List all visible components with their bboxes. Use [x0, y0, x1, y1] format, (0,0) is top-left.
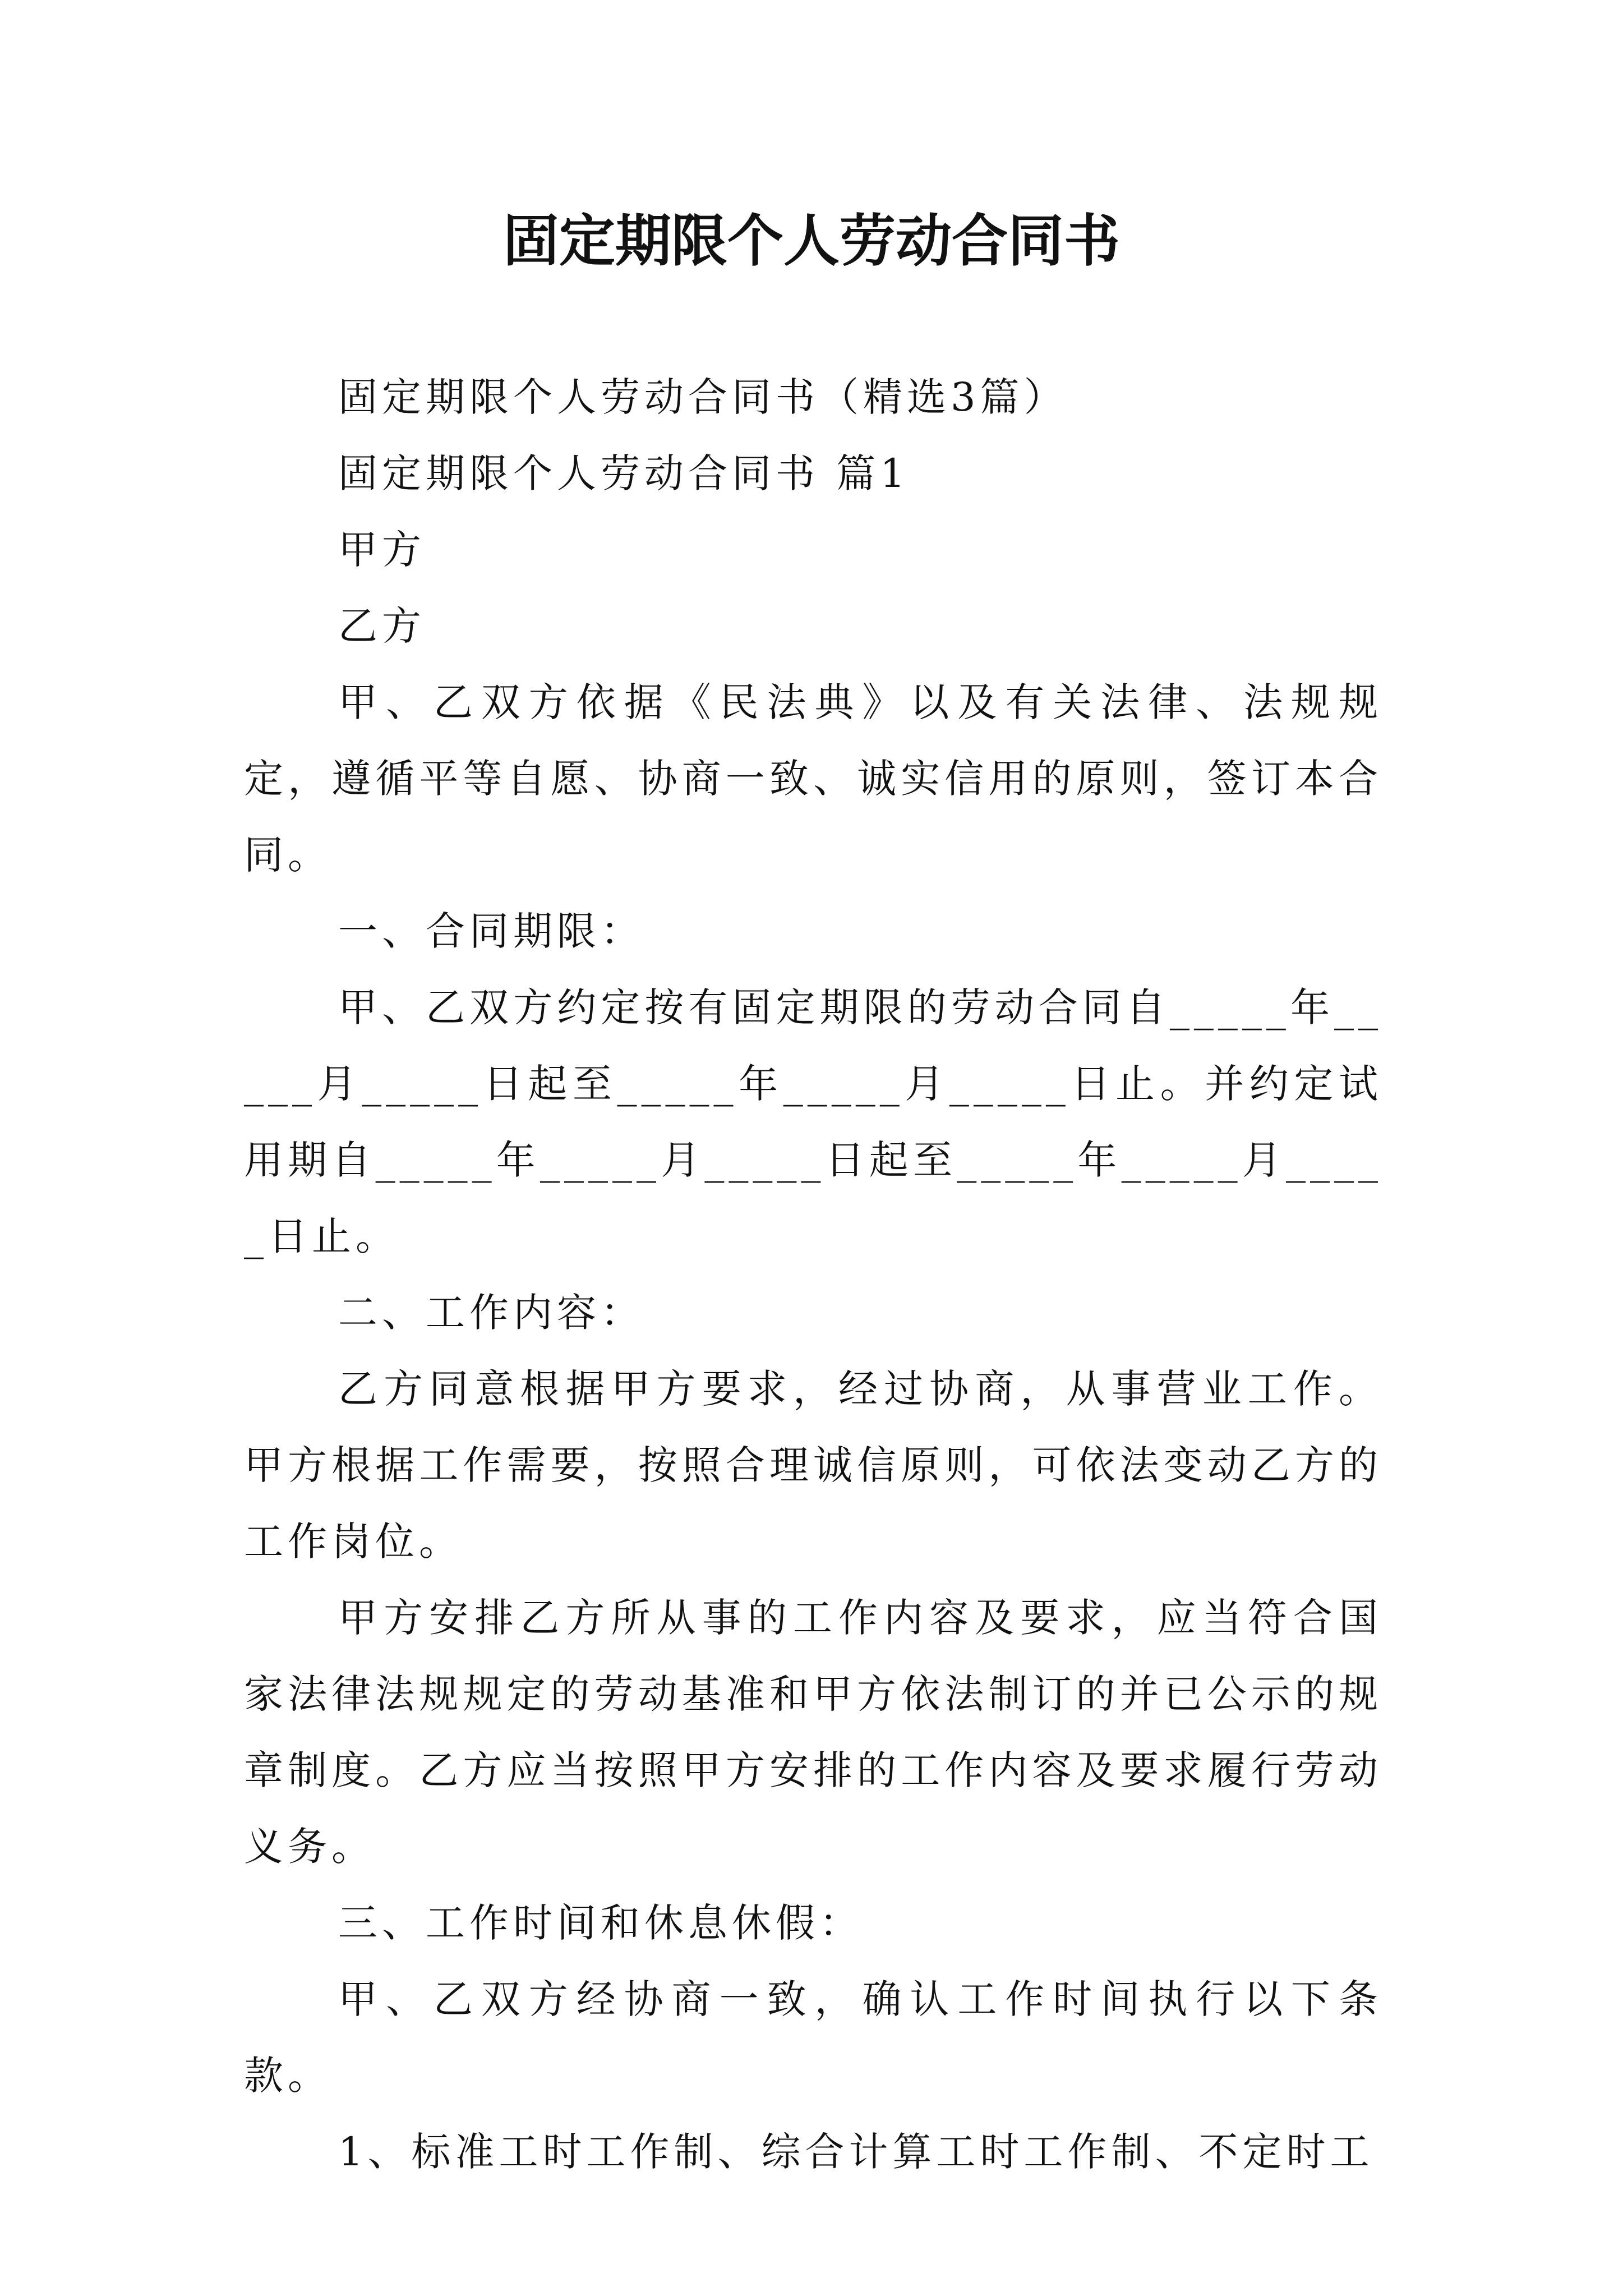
section-heading-part-1: 固定期限个人劳动合同书 篇1: [338, 450, 910, 496]
work-content-paragraph: 乙方同意根据甲方要求，经过协商，从事营业工作。甲方根据工作需要，按照合理诚信原则，可依法变动乙方的工作岗位。: [244, 1366, 1382, 1565]
clause-heading-work-content: 二、工作内容：: [338, 1290, 644, 1336]
party-b-label: 乙方: [338, 603, 426, 649]
party-a-label: 甲方: [338, 527, 426, 573]
work-hours-paragraph: 甲、乙双方经协商一致，确认工作时间执行以下条款。: [244, 1976, 1382, 2099]
preamble-paragraph: 甲、乙双方依据《民法典》以及有关法律、法规规定，遵循平等自愿、协商一致、诚实信用的原则，签订本合同。: [244, 679, 1382, 878]
document-body: [244, 359, 1382, 2190]
subtitle-selection: 固定期限个人劳动合同书（精选3篇）: [338, 374, 1068, 420]
contract-term-paragraph: 甲、乙双方约定按有固定期限的劳动合同自_____年_____月_____日起至_____年_____月_____日止。并约定试用期自_____年_____月_____日起至_____年_____月_____日止。: [244, 984, 1382, 1259]
work-requirements-paragraph: 甲方安排乙方所从事的工作内容及要求，应当符合国家法律法规规定的劳动基准和甲方依法制订的并已公示的规章制度。乙方应当按照甲方安排的工作内容及要求履行劳动义务。: [244, 1595, 1382, 1870]
document-title: 固定期限个人劳动合同书: [503, 208, 1120, 274]
clause-heading-work-hours: 三、工作时间和休息休假：: [338, 1900, 863, 1946]
clause-heading-term: 一、合同期限：: [338, 908, 644, 954]
work-hours-item-1: 1、标准工时工作制、综合计算工时工作制、不定时工: [338, 2129, 1374, 2175]
